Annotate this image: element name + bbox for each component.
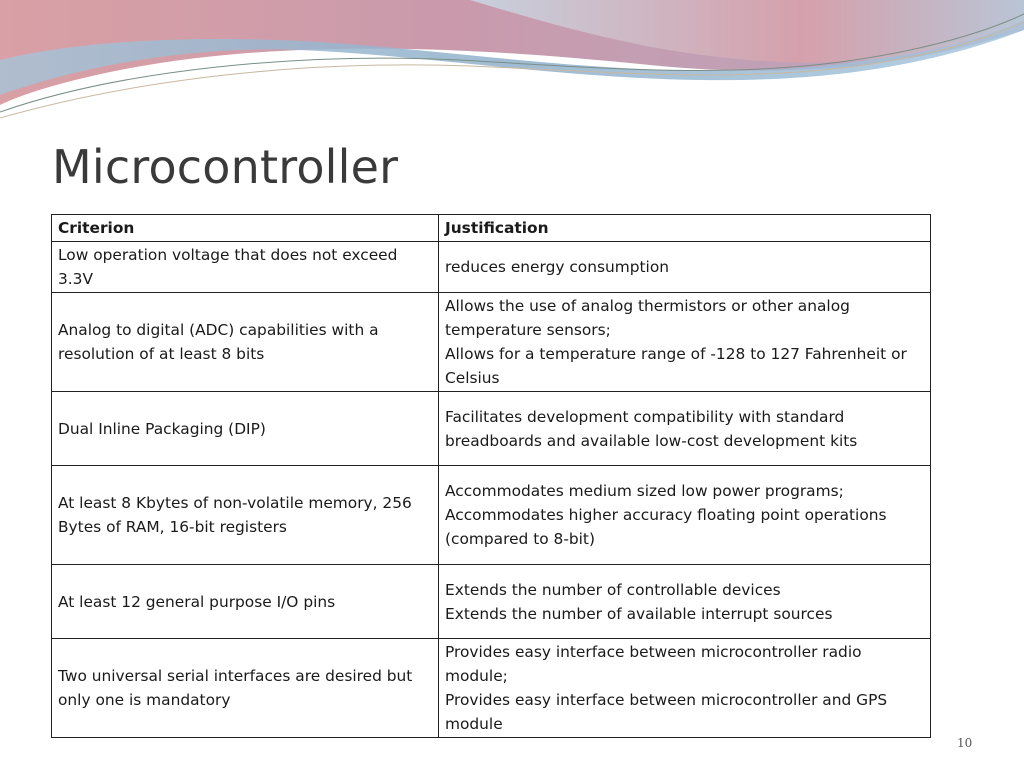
justification-line: Accommodates higher accuracy floating point operations (compared to 8-bit) <box>445 506 887 548</box>
table-row <box>52 639 931 738</box>
table-row <box>52 242 931 293</box>
criterion-cell: Analog to digital (ADC) capabilities with a resolution of at least 8 bits <box>52 293 439 392</box>
justification-line: Provides easy interface between microcontroller and GPS module <box>445 691 888 733</box>
slide-title: Microcontroller <box>52 140 399 194</box>
column-header-justification: Justification <box>439 215 931 242</box>
justification-line: Extends the number of available interrupt sources <box>445 604 833 623</box>
table-row <box>52 392 931 466</box>
table-row <box>52 565 931 639</box>
decorative-header-banner <box>0 0 1024 130</box>
table-row <box>52 293 931 392</box>
justification-line: reduces energy consumption <box>445 258 669 276</box>
justification-line: Allows the use of analog thermistors or other analog temperature sensors; <box>445 297 850 339</box>
page-number: 10 <box>957 736 973 750</box>
justification-line: Extends the number of controllable devices <box>445 580 781 599</box>
justification-line: Allows for a temperature range of -128 to 127 Fahrenheit or Celsius <box>445 345 907 387</box>
table-row <box>52 466 931 565</box>
justification-line: Facilitates development compatibility with standard breadboards and available low-cost development kits <box>445 407 858 450</box>
justification-cell <box>439 293 931 392</box>
criterion-cell: Low operation voltage that does not exceed 3.3V <box>52 242 439 293</box>
justification-line: Accommodates medium sized low power programs; <box>445 482 844 500</box>
criterion-cell: At least 12 general purpose I/O pins <box>52 565 439 639</box>
criterion-cell: Two universal serial interfaces are desired but only one is mandatory <box>52 639 439 738</box>
column-header-criterion: Criterion <box>52 215 439 242</box>
justification-cell <box>439 392 931 466</box>
justification-cell <box>439 565 931 639</box>
criteria-table <box>51 214 931 738</box>
criterion-cell: At least 8 Kbytes of non-volatile memory, 256 Bytes of RAM, 16-bit registers <box>52 466 439 565</box>
justification-cell <box>439 466 931 565</box>
justification-line: Provides easy interface between microcontroller radio module; <box>445 643 862 685</box>
justification-cell <box>439 639 931 738</box>
table-header-row <box>52 215 931 242</box>
criterion-cell: Dual Inline Packaging (DIP) <box>52 392 439 466</box>
justification-cell <box>439 242 931 293</box>
